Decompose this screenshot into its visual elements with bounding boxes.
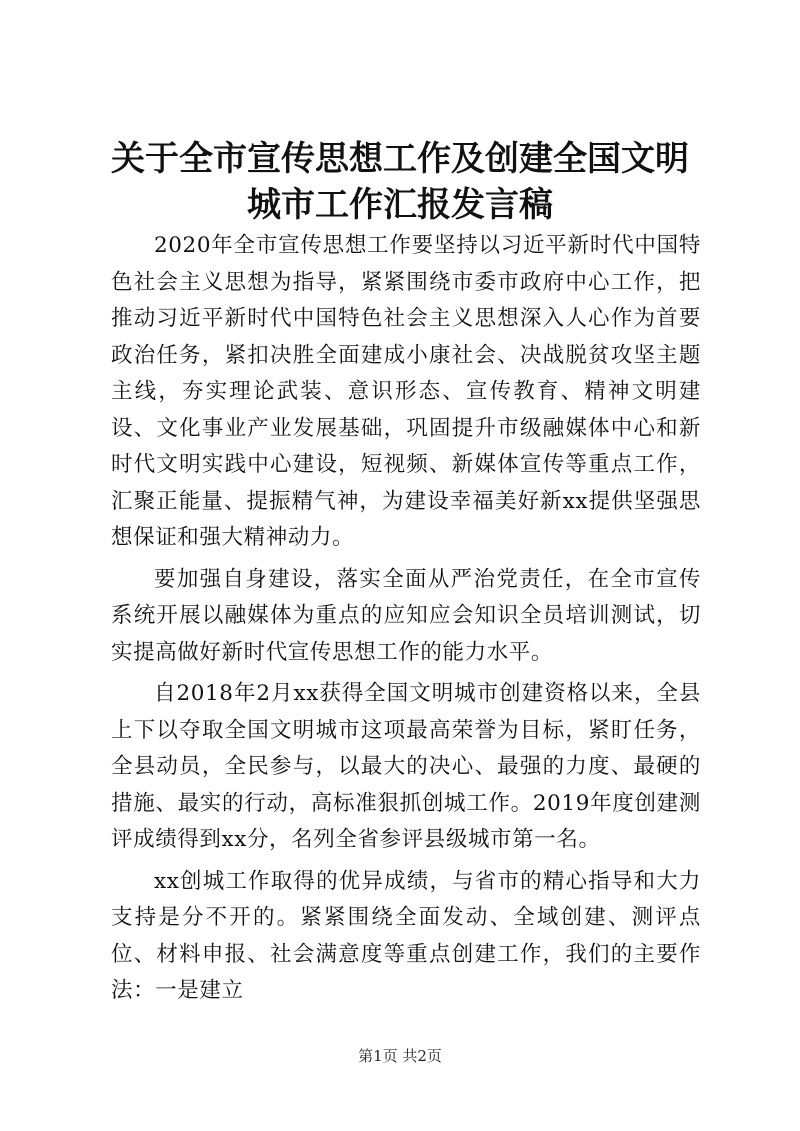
page-number-footer: 第1页 共2页 xyxy=(358,1047,442,1065)
paragraph-4: xx创城工作取得的优异成绩，与省市的精心指导和大力支持是分不开的。紧紧围绕全面发动、全域创建、测评点位、材料申报、社会满意度等重点创建工作，我们的主要作法：一是建立 xyxy=(111,868,701,1003)
paragraph-3: 自2018年2月xx获得全国文明城市创建资格以来，全县上下以夺取全国文明城市这项最高荣誉为目标，紧盯任务，全县动员，全民参与，以最大的决心、最强的力度、最硬的措施、最实的行动，高标准狠抓创城工作。2019年度创建测评成绩得到xx分，名列全省参评县级城市第一名。 xyxy=(111,681,701,852)
document-body xyxy=(111,228,701,1015)
paragraph-1: 2020年全市宣传思想工作要坚持以习近平新时代中国特色社会主义思想为指导，紧紧围绕市委市政府中心工作，把推动习近平新时代中国特色社会主义思想深入人心作为首要政治任务，紧扣决胜全面建成小康社会、决战脱贫攻坚主题主线，夯实理论武装、意识形态、宣传教育、精神文明建设、文化事业产业发展基础，巩固提升市级融媒体中心和新时代文明实践中心建设，短视频、新媒体宣传等重点工作，汇聚正能量、提振精气神，为建设幸福美好新xx提供坚强思想保证和强大精神动力。 xyxy=(111,233,701,550)
paragraph-2: 要加强自身建设，落实全面从严治党责任，在全市宣传系统开展以融媒体为重点的应知应会知识全员培训测试，切实提高做好新时代宣传思想工作的能力水平。 xyxy=(111,566,701,665)
document-title: 关于全市宣传思想工作及创建全国文明城市工作汇报发言稿 xyxy=(111,139,689,225)
